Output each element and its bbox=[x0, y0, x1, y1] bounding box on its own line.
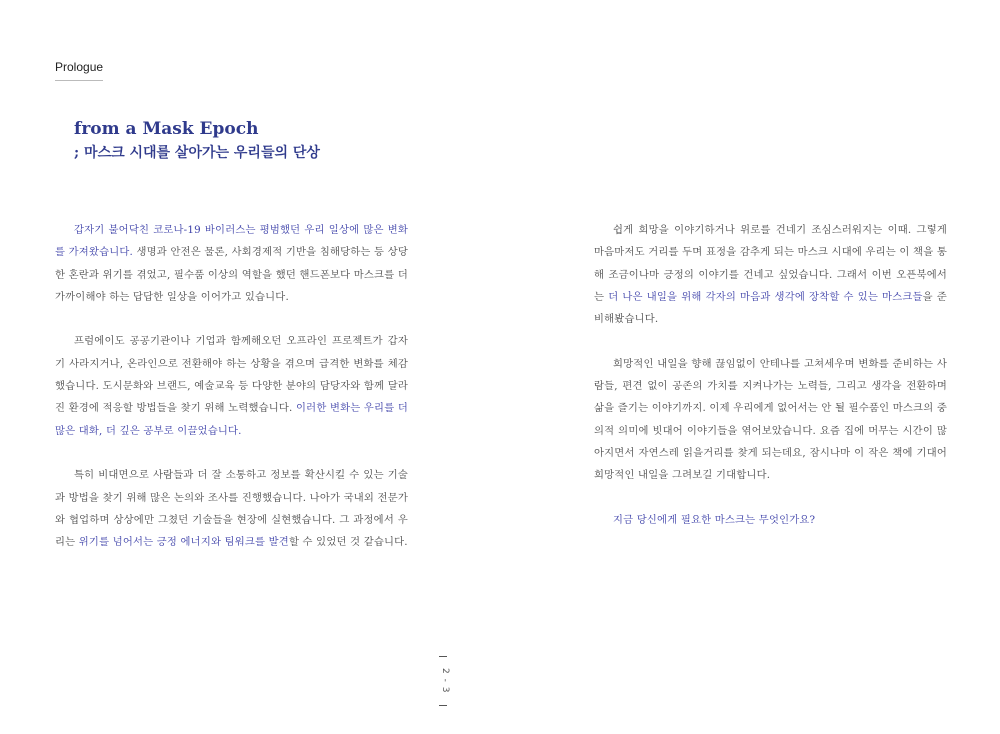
body-text: 을 준비해봤습니다. bbox=[594, 290, 947, 326]
left-column bbox=[55, 219, 408, 553]
body-text: 생명과 안전은 물론, 사회경제적 기반을 침해당하는 등 상당한 혼란과 위기를 겪었고, 필수품 이상의 역할을 했던 핸드폰보다 마스크를 더 가까이해야 하는 답답한 일상을 이어가고 있습니다. bbox=[55, 246, 408, 303]
section-label: Prologue bbox=[55, 60, 103, 81]
left-paragraph-3 bbox=[55, 464, 408, 553]
body-text: 프럼에이도 공공기관이나 기업과 함께해오던 오프라인 프로젝트가 갑자기 사라지거나, 온라인으로 전환해야 하는 상황을 겪으며 급격한 변화를 체감했습니다. 도시문화와 브랜드, 예술교육 등 다양한 분야의 담당자와 함께 달라진 환경에 적응할 방법들을 찾기 위해 노력했습니다. bbox=[55, 335, 408, 415]
title-english: from a Mask Epoch bbox=[74, 119, 259, 139]
closing-question: 지금 당신에게 필요한 마스크는 무엇인가요? bbox=[613, 513, 816, 526]
body-text: 희망적인 내일을 향해 끊임없이 안테나를 고쳐세우며 변화를 준비하는 사람들, 편견 없이 공존의 가치를 지켜나가는 노력들, 그리고 생각을 전환하며 삶을 즐기는 이야기까지. 이제 우리에게 없어서는 안 될 필수품인 마스크의 중의적 의미에 빗대어 이야기들을 엮어보았습니다. 요즘 집에 머무는 시간이 많아지면서 자연스레 읽을거리를 찾게 되는데요, 잠시나마 이 작은 책에 기대어 희망적인 내일을 그려보길 기대합니다. bbox=[594, 357, 947, 482]
right-paragraph-2 bbox=[594, 353, 947, 487]
title-korean: ; 마스크 시대를 살아가는 우리들의 단상 bbox=[74, 145, 320, 161]
page-number-label: 2 - 3 bbox=[440, 668, 450, 694]
highlight-text: 더 나은 내일을 위해 각자의 마음과 생각에 장착할 수 있는 마스크들 bbox=[608, 290, 923, 303]
highlight-text: 위기를 넘어서는 긍정 에너지와 팀워크를 발견 bbox=[78, 536, 289, 549]
right-column bbox=[594, 219, 947, 531]
body-text: 할 수 있었던 것 같습니다. bbox=[288, 536, 408, 549]
page-title bbox=[74, 117, 320, 165]
left-paragraph-2 bbox=[55, 330, 408, 441]
right-paragraph-1 bbox=[594, 219, 947, 330]
body-text: 특히 비대면으로 사람들과 더 잘 소통하고 정보를 확산시킬 수 있는 기술과 방법을 찾기 위해 많은 논의와 조사를 진행했습니다. 나아가 국내외 전문가와 협업하며 상상에만 그쳤던 기술들을 현장에 실현했습니다. 그 과정에서 우리는 bbox=[55, 469, 408, 549]
page-number-divider-bottom bbox=[439, 705, 447, 706]
page-number bbox=[436, 656, 450, 706]
highlight-text: 갑자기 불어닥친 코로나-19 바이러스는 평범했던 우리 일상에 많은 변화를 가져왔습니다. bbox=[55, 224, 408, 259]
right-paragraph-3 bbox=[594, 509, 947, 531]
left-paragraph-1 bbox=[55, 219, 408, 308]
highlight-text: 이러한 변화는 우리를 더 많은 대화, 더 깊은 공부로 이끌었습니다. bbox=[55, 402, 408, 437]
body-text: 쉽게 희망을 이야기하거나 위로를 건네기 조심스러워지는 이때. 그렇게 마음마저도 거리를 두며 표정을 감추게 되는 마스크 시대에 우리는 이 책을 통해 조금이나마 긍정의 이야기를 건네고 싶었습니다. 그래서 이번 오픈북에서는 bbox=[594, 224, 947, 303]
page-number-divider-top bbox=[439, 656, 447, 657]
